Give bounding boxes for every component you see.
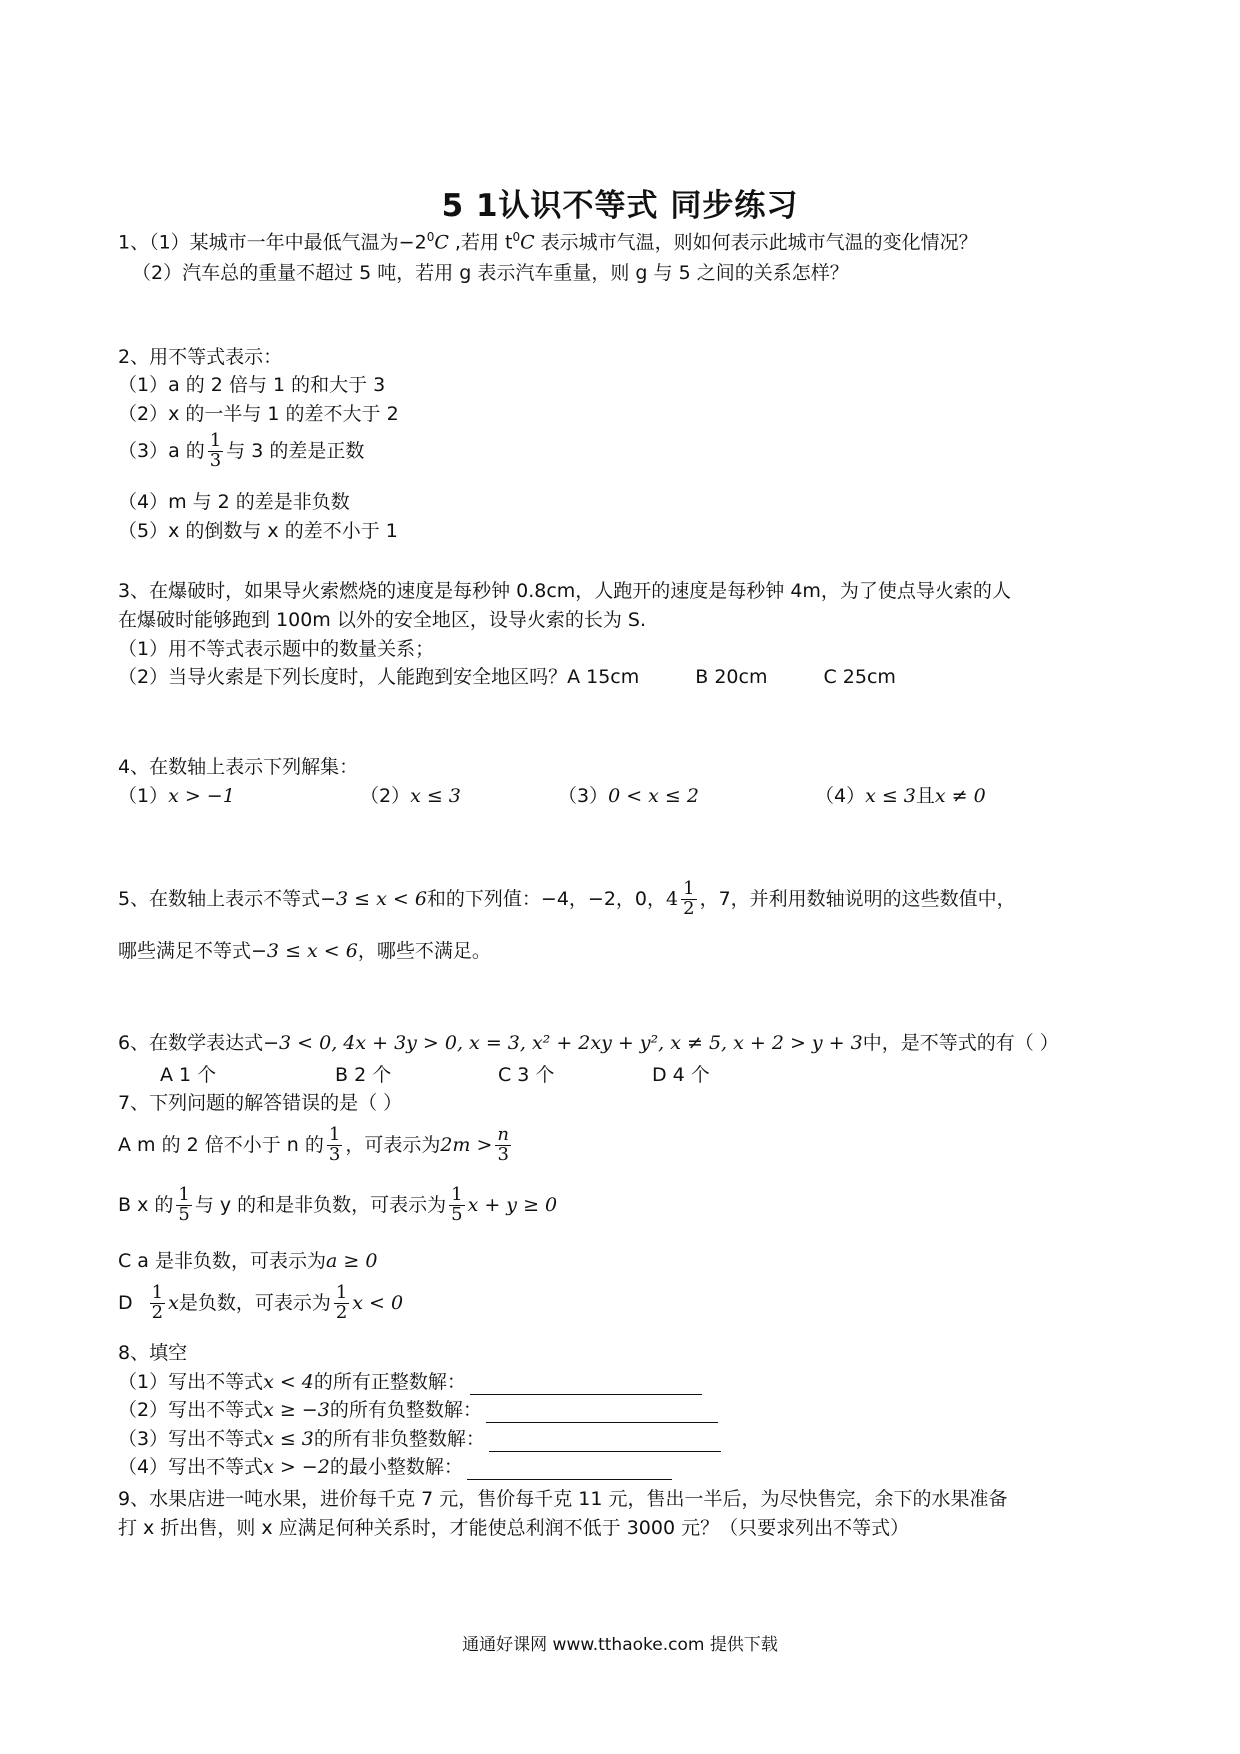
q1-part1-mid: ,若用 t <box>448 231 513 254</box>
q8-item-3-pre: （3）写出不等式 <box>118 1428 264 1450</box>
q2-item-3-post: 与 3 的差是正数 <box>226 439 365 462</box>
q4-item-3-expr: 0 < x ≤ 2 <box>608 785 699 807</box>
q4-item-2-expr: x ≤ 3 <box>410 785 461 807</box>
fraction-one-third <box>327 1126 342 1165</box>
fraction-one-half-expr <box>334 1284 349 1323</box>
mixed-whole: 4 <box>666 887 679 910</box>
q8-item-1-pre: （1）写出不等式 <box>118 1371 264 1393</box>
q5-line-2 <box>118 940 491 963</box>
page-title: 5 1认识不等式 同步练习 <box>441 188 799 224</box>
fraction-denominator: 3 <box>328 1143 341 1165</box>
q3-option-b: B 20cm <box>695 666 768 688</box>
q7-d-pre: D <box>118 1291 133 1314</box>
q6-option-c: C 3 个 <box>498 1064 555 1086</box>
q5-line-2-post: ，哪些不满足。 <box>357 940 491 962</box>
q1-degree-sup-2: 0 <box>512 230 521 244</box>
q5-post: ，7，并利用数轴说明的这些数值中， <box>699 887 1016 910</box>
q8-item-3-post: 的所有非负整数解： <box>313 1428 485 1450</box>
q4-item-2-label: （2） <box>360 785 411 807</box>
q2-item-3 <box>118 432 364 471</box>
fraction-numerator: 1 <box>209 430 222 451</box>
fraction-numerator: 1 <box>178 1184 190 1205</box>
fraction-denominator: 3 <box>209 449 222 471</box>
q2-item-5: （5）x 的倒数与 x 的差不小于 1 <box>118 520 398 542</box>
q1-part2: （2）汽车总的重量不超过 5 吨，若用 g 表示汽车重量，则 g 与 5 之间的关系怎样？ <box>132 262 849 284</box>
q2-item-2: （2）x 的一半与 1 的差不大于 2 <box>118 403 399 425</box>
q4-item-4-and: 且 <box>915 785 935 807</box>
answer-blank[interactable] <box>486 1399 718 1423</box>
q3-line-1: 3、在爆破时，如果导火索燃烧的速度是每秒钟 0.8cm，人跑开的速度是每秒钟 4m，为了使点导火索的人 <box>118 580 1011 602</box>
q4-item-1 <box>118 785 235 808</box>
q5-mid: 和的下列值：−4，−2，0， <box>426 887 667 910</box>
q4-heading: 4、在数轴上表示下列解集： <box>118 756 359 778</box>
q6-option-d: D 4 个 <box>652 1064 710 1086</box>
fraction-one-fifth-expr <box>449 1186 464 1225</box>
q4-item-2 <box>360 785 461 808</box>
q4-item-3-label: （3） <box>558 785 609 807</box>
answer-blank[interactable] <box>470 1371 702 1395</box>
q7-option-c <box>118 1250 377 1273</box>
q1-part1-pre: 1、（1）某城市一年中最低气温为−2 <box>118 231 427 254</box>
q2-item-3-pre: （3）a 的 <box>118 439 205 462</box>
fraction-numerator: n <box>497 1124 510 1145</box>
q7-heading: 7、下列问题的解答错误的是（ ） <box>118 1092 403 1114</box>
fraction-n-over-three <box>495 1126 511 1165</box>
fraction-one-third <box>208 432 223 471</box>
q3-line-3: （1）用不等式表示题中的数量关系； <box>118 638 435 660</box>
q2-heading: 2、用不等式表示： <box>118 346 283 368</box>
footer-credit: 通通好课网 www.tthaoke.com 提供下载 <box>462 1635 778 1655</box>
q8-item-3 <box>118 1428 721 1452</box>
q1-celsius-1: C <box>434 231 449 254</box>
q7-option-d <box>118 1284 403 1323</box>
q1-celsius-2: C <box>520 231 535 254</box>
q9-line-2: 打 x 折出售，则 x 应满足何种关系时，才能使总利润不低于 3000 元？（只要求列出不等式） <box>118 1517 910 1539</box>
q8-item-4-expr: x > −2 <box>263 1456 330 1478</box>
q4-item-4 <box>815 785 986 808</box>
q7-a-expr: 2m > <box>440 1133 493 1156</box>
fraction-denominator: 2 <box>335 1301 348 1323</box>
fraction-denominator: 2 <box>151 1301 164 1323</box>
q6-expressions: −3 < 0, 4x + 3y > 0, x = 3, x² + 2xy + y², x ≠ 5, x + 2 > y + 3 <box>263 1032 863 1054</box>
q5-inequality-repeat: −3 ≤ x < 6 <box>251 940 358 962</box>
q2-item-4: （4）m 与 2 的差是非负数 <box>118 491 350 513</box>
q7-option-a <box>118 1126 514 1165</box>
fraction-denominator: 5 <box>178 1203 190 1225</box>
q6-option-a: A 1 个 <box>160 1064 217 1086</box>
fraction-numerator: 1 <box>335 1282 348 1303</box>
fraction-one-fifth <box>176 1186 191 1225</box>
q7-d-mid: 是负数，可表示为 <box>178 1291 331 1314</box>
q7-b-expr: x + y ≥ 0 <box>467 1193 558 1216</box>
q8-heading: 8、填空 <box>118 1342 188 1364</box>
q5-pre: 5、在数轴上表示不等式 <box>118 887 321 910</box>
q7-c-text: C a 是非负数，可表示为 <box>118 1250 326 1272</box>
q7-d-variable: x <box>168 1291 179 1314</box>
q1-part1 <box>118 230 978 254</box>
q8-item-4-post: 的最小整数解： <box>329 1456 463 1478</box>
fraction-one-half <box>681 880 696 919</box>
fraction-denominator: 3 <box>497 1143 509 1165</box>
fraction-one-half <box>150 1284 165 1323</box>
q4-item-4-expr-a: x ≤ 3 <box>865 785 916 807</box>
q5-inequality: −3 ≤ x < 6 <box>320 887 427 910</box>
answer-blank[interactable] <box>489 1428 721 1452</box>
q2-item-1: （1）a 的 2 倍与 1 的和大于 3 <box>118 374 386 396</box>
q3-line-2: 在爆破时能够跑到 100m 以外的安全地区，设导火索的长为 S. <box>118 609 646 631</box>
fraction-denominator: 2 <box>683 897 695 919</box>
fraction-numerator: 1 <box>151 1282 164 1303</box>
q8-item-1-expr: x < 4 <box>263 1371 314 1393</box>
q9-line-1: 9、水果店进一吨水果，进价每千克 7 元，售价每千克 11 元，售出一半后，为尽快售完，余下的水果准备 <box>118 1488 1008 1510</box>
q4-item-4-expr-b: x ≠ 0 <box>934 785 986 807</box>
q5-line-2-pre: 哪些满足不等式 <box>118 940 252 962</box>
mixed-number-four-and-half <box>666 880 700 919</box>
q5-line-1 <box>118 880 1016 919</box>
q1-part1-post: 表示城市气温，则如何表示此城市气温的变化情况？ <box>534 231 978 254</box>
q4-item-3 <box>558 785 699 808</box>
q8-item-2-expr: x ≥ −3 <box>263 1399 330 1421</box>
q6-pre: 6、在数学表达式 <box>118 1032 264 1054</box>
q7-option-b <box>118 1186 557 1225</box>
q7-c-expr: a ≥ 0 <box>326 1250 378 1272</box>
fraction-numerator: 1 <box>683 878 695 899</box>
q4-item-1-label: （1） <box>118 785 169 807</box>
q8-item-1 <box>118 1371 702 1395</box>
q8-item-1-post: 的所有正整数解： <box>313 1371 466 1393</box>
q8-item-4 <box>118 1456 672 1480</box>
fraction-numerator: 1 <box>328 1124 341 1145</box>
q6-option-b: B 2 个 <box>335 1064 392 1086</box>
q7-b-mid: 与 y 的和是非负数，可表示为 <box>194 1193 447 1216</box>
q6-post: 中，是不等式的有（ ） <box>862 1032 1059 1054</box>
answer-blank[interactable] <box>467 1456 672 1480</box>
fraction-numerator: 1 <box>451 1184 463 1205</box>
q3-line-4-text: （2）当导火索是下列长度时，人能跑到安全地区吗？A 15cm <box>118 666 640 688</box>
q7-a-mid: ，可表示为 <box>345 1133 441 1156</box>
q8-item-2-pre: （2）写出不等式 <box>118 1399 264 1421</box>
q6-line <box>118 1032 1059 1055</box>
q8-item-2-post: 的所有负整数解： <box>329 1399 482 1421</box>
q3-line-4 <box>118 666 896 689</box>
q8-item-4-pre: （4）写出不等式 <box>118 1456 264 1478</box>
q7-a-pre: A m 的 2 倍不小于 n 的 <box>118 1133 324 1156</box>
fraction-denominator: 5 <box>451 1203 463 1225</box>
q4-item-4-label: （4） <box>815 785 866 807</box>
q8-item-3-expr: x ≤ 3 <box>263 1428 314 1450</box>
q8-item-2 <box>118 1399 718 1423</box>
q7-b-pre: B x 的 <box>118 1193 174 1216</box>
q3-option-c: C 25cm <box>823 666 896 688</box>
q1-degree-sup-1: 0 <box>426 230 435 244</box>
q4-item-1-expr: x > −1 <box>168 785 235 807</box>
q7-d-expr: x < 0 <box>352 1291 404 1314</box>
